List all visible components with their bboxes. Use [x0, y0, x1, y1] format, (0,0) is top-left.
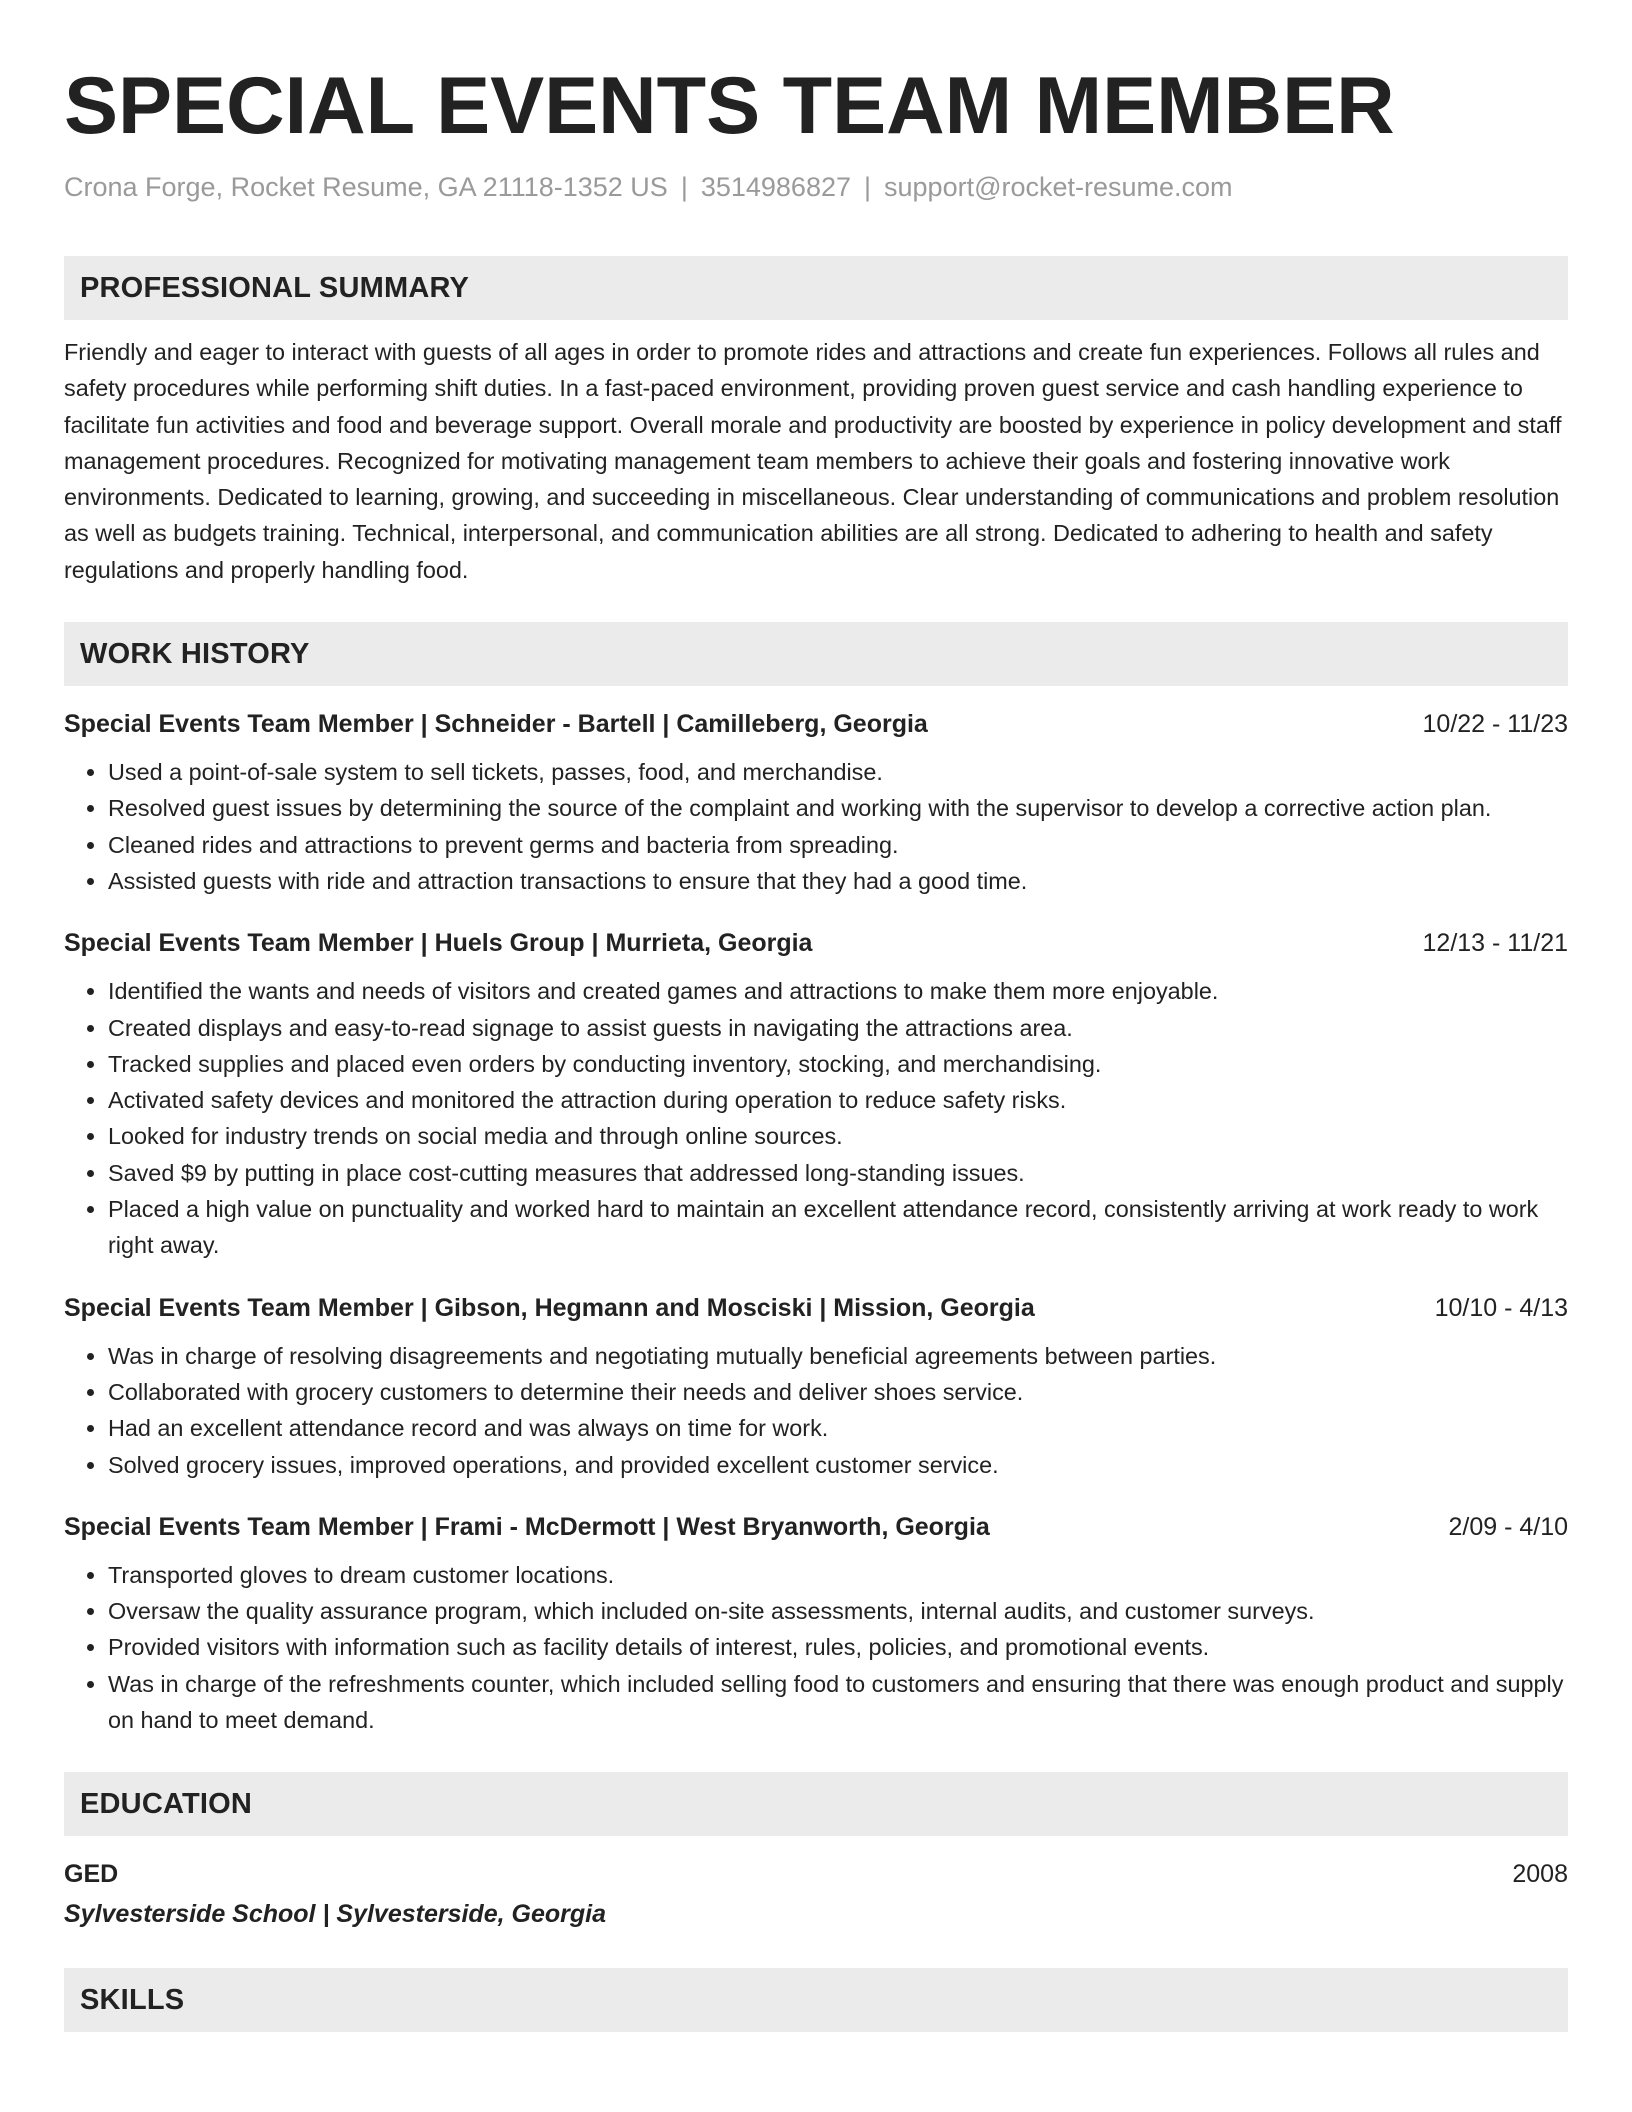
education-year: 2008: [1512, 1860, 1568, 1889]
job-bullet: • Tracked supplies and placed even orders by conducting inventory, stocking, and merchandising.: [108, 1046, 1568, 1082]
section-header-skills: SKILLS: [64, 1968, 1568, 2032]
job-bullet: • Saved $9 by putting in place cost-cutting measures that addressed long-standing issues.: [108, 1155, 1568, 1191]
job-bullet: • Had an excellent attendance record and was always on time for work.: [108, 1410, 1568, 1446]
candidate-name: SPECIAL EVENTS TEAM MEMBER: [64, 61, 1395, 151]
contact-line: [64, 170, 1568, 204]
contact-email: support@rocket-resume.com: [884, 172, 1233, 202]
job-bullet: • Assisted guests with ride and attraction transactions to ensure that they had a good time.: [108, 863, 1568, 899]
job-header: [64, 1507, 1568, 1547]
job-title: Special Events Team Member | Gibson, Hegmann and Mosciski | Mission, Georgia: [64, 1293, 1035, 1322]
job-bullet: • Placed a high value on punctuality and worked hard to maintain an excellent attendance record, consistently arriving at work ready to work right away.: [108, 1191, 1568, 1264]
job-title: Special Events Team Member | Huels Group | Murrieta, Georgia: [64, 929, 813, 958]
job-bullet: • Was in charge of resolving disagreements and negotiating mutually beneficial agreements between parties.: [108, 1338, 1568, 1374]
job-bullet: • Cleaned rides and attractions to prevent germs and bacteria from spreading.: [108, 827, 1568, 863]
job-title: Special Events Team Member | Frami - McDermott | West Bryanworth, Georgia: [64, 1512, 990, 1541]
job-entry: [64, 923, 1568, 1263]
job-entry: [64, 704, 1568, 899]
job-bullets: [64, 973, 1568, 1263]
section-header-summary: PROFESSIONAL SUMMARY: [64, 256, 1568, 320]
job-dates: 10/10 - 4/13: [1434, 1293, 1568, 1322]
contact-phone: 3514986827: [700, 172, 851, 202]
section-header-work-history: WORK HISTORY: [64, 622, 1568, 686]
job-bullet: • Transported gloves to dream customer locations.: [108, 1557, 1568, 1593]
job-entry: [64, 1507, 1568, 1738]
education-header: [64, 1854, 1568, 1894]
job-header: [64, 1288, 1568, 1328]
summary-text: Friendly and eager to interact with guests of all ages in order to promote rides and attractions and create fun experiences. Follows all rules and safety procedures while performing shift duties. In a fast-paced environment, providing proven guest service and cash handling experience to facilitate fun activities and food and beverage support. Overall morale and productivity are boosted by experience in policy development and staff management procedures. Recognized for motivating management team members to achieve their goals and fostering innovative work environments. Dedicated to learning, growing, and succeeding in miscellaneous. Clear understanding of communications and problem resolution as well as budgets training. Technical, interpersonal, and communication abilities are all strong. Dedicated to adhering to health and safety regulations and properly handling food.: [64, 339, 1562, 583]
section-header-education: EDUCATION: [64, 1772, 1568, 1836]
job-bullet: • Provided visitors with information such as facility details of interest, rules, policies, and promotional events.: [108, 1629, 1568, 1665]
job-bullet: • Created displays and easy-to-read signage to assist guests in navigating the attractions area.: [108, 1010, 1568, 1046]
job-bullet: • Oversaw the quality assurance program, which included on-site assessments, internal audits, and customer surveys.: [108, 1593, 1568, 1629]
job-dates: 12/13 - 11/21: [1422, 929, 1568, 958]
job-dates: 2/09 - 4/10: [1448, 1512, 1568, 1541]
job-dates: 10/22 - 11/23: [1422, 710, 1568, 739]
job-bullets: [64, 1338, 1568, 1483]
contact-separator: |: [680, 172, 688, 202]
job-bullet: • Collaborated with grocery customers to determine their needs and deliver shoes service.: [108, 1374, 1568, 1410]
education-school: Sylvesterside School | Sylvesterside, Georgia: [64, 1900, 606, 1929]
contact-separator: |: [864, 172, 872, 202]
job-header: [64, 923, 1568, 963]
job-bullet: • Looked for industry trends on social media and through online sources.: [108, 1118, 1568, 1154]
job-header: [64, 704, 1568, 744]
job-bullet: • Resolved guest issues by determining the source of the complaint and working with the supervisor to develop a corrective action plan.: [108, 790, 1568, 826]
job-bullet: • Used a point-of-sale system to sell tickets, passes, food, and merchandise.: [108, 754, 1568, 790]
job-bullet: • Was in charge of the refreshments counter, which included selling food to customers and ensuring that there was enough product and supply on hand to meet demand.: [108, 1666, 1568, 1739]
job-bullet: • Solved grocery issues, improved operations, and provided excellent customer service.: [108, 1447, 1568, 1483]
job-bullets: [64, 1557, 1568, 1738]
job-bullets: [64, 754, 1568, 899]
job-bullet: • Activated safety devices and monitored the attraction during operation to reduce safety risks.: [108, 1082, 1568, 1118]
job-title: Special Events Team Member | Schneider - Bartell | Camilleberg, Georgia: [64, 710, 928, 739]
contact-address: Crona Forge, Rocket Resume, GA 21118-1352 US: [64, 172, 668, 202]
job-entry: [64, 1288, 1568, 1483]
education-degree: GED: [64, 1860, 119, 1889]
job-bullet: • Identified the wants and needs of visitors and created games and attractions to make them more enjoyable.: [108, 973, 1568, 1009]
